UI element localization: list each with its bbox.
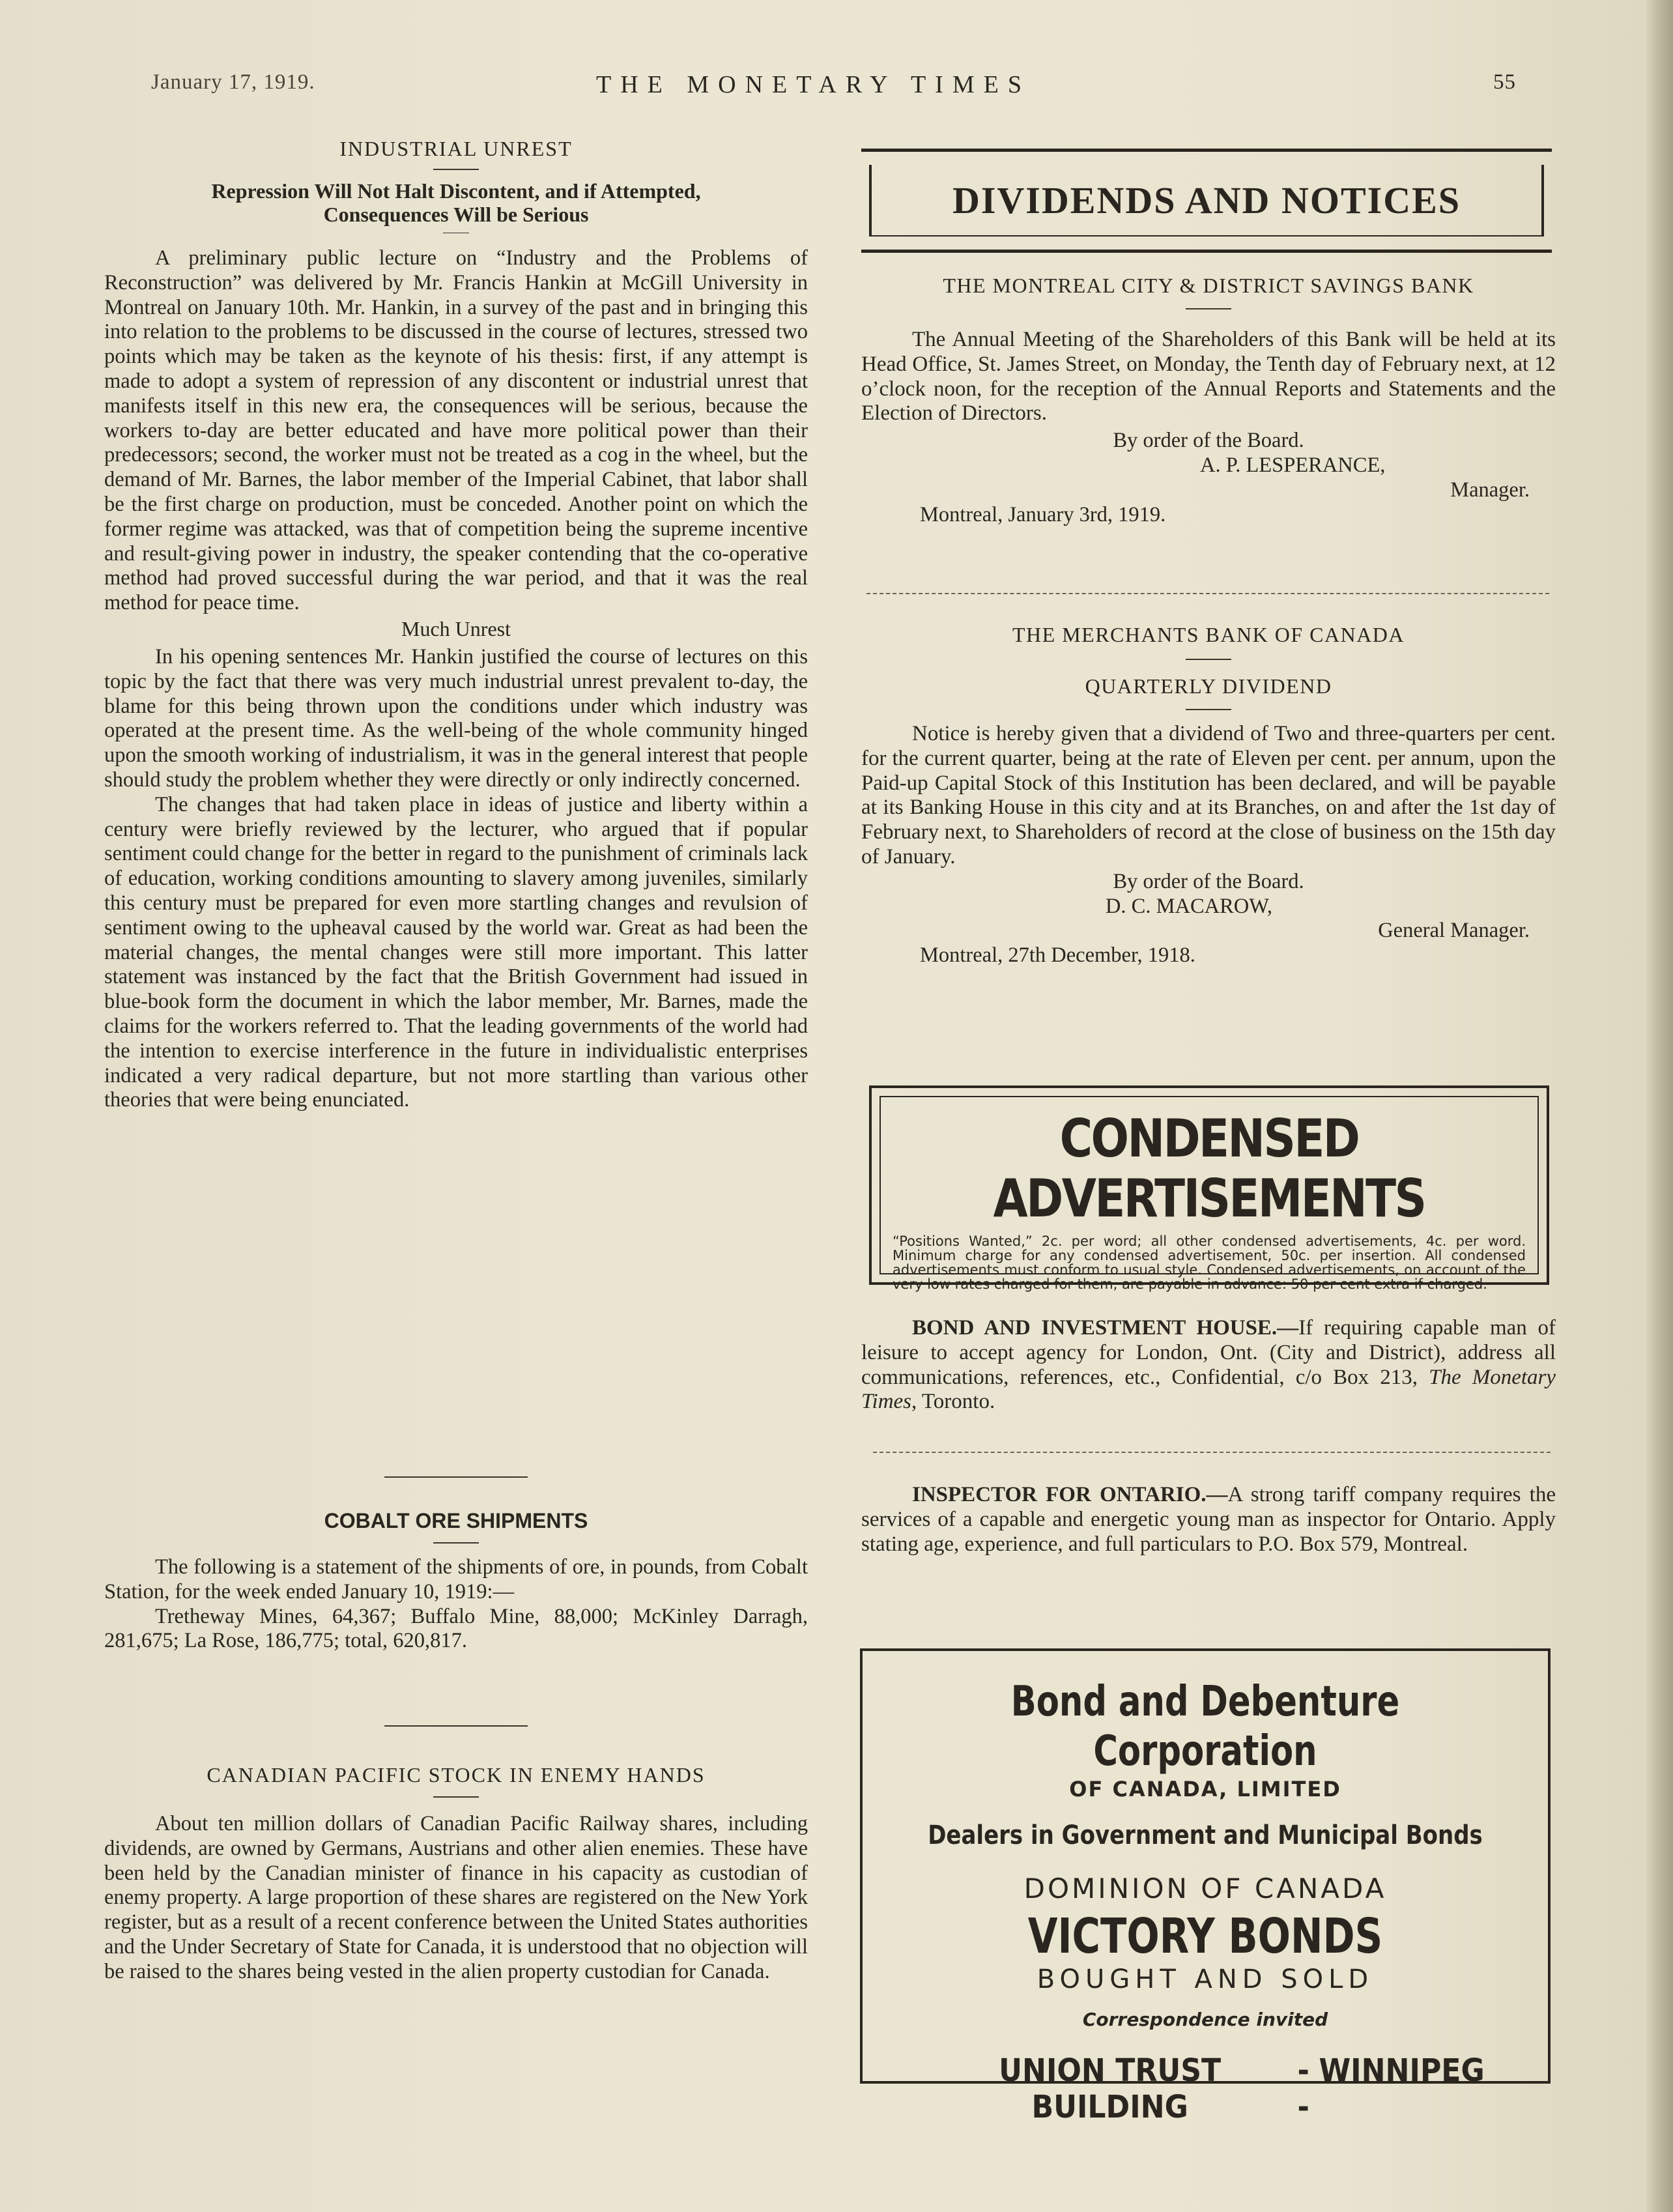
advert-dealers: Dealers in Government and Municipal Bonds [928, 1820, 1483, 1850]
article-cobalt [104, 1509, 808, 1654]
divider [433, 1542, 479, 1544]
place-date: Montreal, 27th December, 1918. [920, 943, 1195, 968]
paragraph: A preliminary public lecture on “Industry and the Problems of Reconstruction” was delivered by Mr. Francis Hankin at McGill University in Montreal on January 10th. Mr. Hankin, in a survey of the past and in bringing this into relation to the problems to be discussed in the course of lectures, stressed two points which may be taken as the keynote of his thesis: first, if any attempt is made to adopt a system of repression of any discontent or industrial unrest that manifests itself in this new era, the consequences will be serious, because the workers to-day are better educated and have more political power than their predecessors; second, the worker must not be treated as a cog in the wheel, but the demand of Mr. Barnes, the labor member of the Imperial Cabinet, that labor shall be the first charge on production, must be conceded. Another point on which the former regime was attacked, was that of competition being the supreme incentive and result-giving power in industry, the speaker contending that the co-operative method had proved successful during the war period, and that it was the real method for peace time. [104, 246, 808, 615]
notices-banner [861, 149, 1552, 253]
paragraph: The following is a statement of the shipments of ore, in pounds, from Cobalt Station, for the week ended January 10, 1919:— [104, 1555, 808, 1603]
classified-tail: , Toronto. [911, 1390, 995, 1414]
classified-inspector [861, 1483, 1556, 1557]
article-subheading: Repression Will Not Halt Discontent, and if Attempted, [211, 179, 701, 203]
condensed-advertisements-box [869, 1085, 1549, 1292]
notice-heading: THE MONTREAL CITY & DISTRICT SAVINGS BANK [943, 274, 1474, 297]
by-order: By order of the Board. [1113, 429, 1304, 453]
advert-company-sub: OF CANADA, LIMITED [1069, 1777, 1341, 1802]
condensed-title: CONDENSED ADVERTISEMENTS [993, 1108, 1425, 1229]
page-number: 55 [1493, 70, 1516, 94]
divider [1186, 308, 1231, 309]
divider [384, 1476, 528, 1478]
advert-building: UNION TRUST BUILDING [999, 2052, 1222, 2125]
advert-separator: - - [1297, 2052, 1309, 2125]
signatory-role: General Manager. [1378, 919, 1530, 943]
classified-bond-investment [861, 1316, 1556, 1415]
classified-text [861, 1316, 1556, 1415]
classified-text [861, 1483, 1556, 1557]
condensed-terms: “Positions Wanted,” 2c. per word; all other condensed advertisements, 4c. per word. Minimum charge for any condensed advertisement, 50c. per insertion. All condensed advertisements must conform to usual style. Condensed advertisements, on account of the very low rates charged for them, are payable in advance: 50 per cent extra if charged. [893, 1233, 1526, 1292]
classified-italic: The Monetary Times [861, 1365, 1556, 1414]
advert-victory-bonds: VICTORY BONDS [1027, 1908, 1383, 1964]
publication-title: THE MONETARY TIMES [596, 71, 1031, 98]
binding-edge [1647, 0, 1673, 2212]
place-date: Montreal, January 3rd, 1919. [920, 502, 1166, 526]
advert-address [890, 2052, 1521, 2125]
article-industrial-unrest [104, 137, 808, 1113]
divider [1186, 659, 1231, 660]
divider [433, 1796, 479, 1798]
section-heading: Much Unrest [401, 616, 511, 640]
advert-city: WINNIPEG [1319, 2052, 1485, 2089]
bond-debenture-advert [860, 1648, 1551, 2125]
notice-merchants-bank [861, 623, 1556, 968]
article-heading: INDUSTRIAL UNREST [339, 137, 573, 160]
divider [873, 1452, 1551, 1453]
article-heading: COBALT ORE SHIPMENTS [324, 1509, 588, 1532]
divider [433, 169, 479, 170]
classified-body: A strong tariff company requires the services of a capable and energetic young man as inspector for Ontario. Apply stating age, experience, and full particulars to P.O. Box 579, Montreal. [861, 1483, 1556, 1556]
article-canadian-pacific [104, 1763, 808, 1985]
classified-body: If requiring capable man of leisure to accept agency for London, Ont. (City and District), address all communications, references, etc., Confidential, c/o Box 213, [861, 1316, 1556, 1389]
classified-lead: INSPECTOR FOR ONTARIO.— [912, 1483, 1228, 1506]
advert-correspondence: Correspondence invited [1082, 2009, 1328, 2030]
signatory: D. C. MACAROW, [1105, 894, 1273, 918]
paragraph: About ten million dollars of Canadian Pacific Railway shares, including dividends, are owned by Germans, Austrians and other alien enemies. These have been held by the Canadian minister of finance in his capacity as custodian of enemy property. A large proportion of these shares are registered on the New York register, but as a result of a recent conference between the United States authorities and the Under Secretary of State for Canada, it is understood that no objection will be raised to the shares being vested in the alien property custodian for Canada. [104, 1812, 808, 1983]
advert-dominion: DOMINION OF CANADA [1023, 1873, 1387, 1904]
paragraph: Notice is hereby given that a dividend of Two and three-quarters per cent. for the current quarter, being at the rate of Eleven per cent. per annum, upon the Paid-up Capital Stock of this Institution has been declared, and will be payable at its Banking House in this city and at its Branches, on and after the 1st day of February next, to Shareholders of record at the close of business on the 15th day of January. [861, 722, 1556, 869]
advert-bought-sold: BOUGHT AND SOLD [1037, 1964, 1374, 1994]
notice-subheading: QUARTERLY DIVIDEND [1085, 674, 1332, 698]
notice-heading: THE MERCHANTS BANK OF CANADA [1012, 623, 1405, 646]
signatory-role: Manager. [1450, 478, 1530, 502]
notice-savings-bank [861, 274, 1556, 527]
by-order: By order of the Board. [1113, 869, 1304, 893]
notices-banner-title: DIVIDENDS AND NOTICES [952, 179, 1461, 222]
classified-lead: BOND AND INVESTMENT HOUSE.— [912, 1316, 1299, 1340]
divider [1186, 709, 1231, 710]
signatory: A. P. LESPERANCE, [1200, 453, 1386, 477]
paragraph: The Annual Meeting of the Shareholders of this Bank will be held at its Head Office, St. James Street, on Monday, the Tenth day of February next, at 12 o’clock noon, for the reception of the Annual Reports and Statements and the Election of Directors. [861, 328, 1556, 425]
paragraph: The changes that had taken place in ideas of justice and liberty within a century were briefly reviewed by the lecturer, who argued that if popular sentiment could change for the better in regard to the punishment of criminals lack of education, working conditions amounting to slavery among juveniles, similarly this century must be prepared for even more startling changes and revulsion of sentiment owing to the upheaval caused by the world war. Great as had been the material changes, the mental changes were still more important. This latter statement was instanced by the fact that the British Government had issued in blue-book form the document in which the labor member, Mr. Barnes, made the claims for the workers referred to. That the leading governments of the world had the intention to exercise interference in the future in individualistic enterprises indicated a very radical departure, but not more startling than various other theories that were being enunciated. [104, 792, 808, 1112]
advert-company: Bond and Debenture Corporation [1010, 1678, 1400, 1775]
article-subheading: Consequences Will be Serious [323, 203, 589, 226]
paragraph: In his opening sentences Mr. Hankin justified the course of lectures on this topic by the fact that there was very much industrial unrest prevalent to-day, the blame for this being thrown upon the conditions under which industry was operated at the present time. As the well-being of the whole community hinged upon the smooth working of industrialism, it was in the general interest that people should study the problem whether they were directly or only indirectly concerned. [104, 644, 808, 792]
divider [384, 1725, 528, 1727]
issue-date: January 17, 1919. [151, 70, 315, 94]
divider [866, 593, 1549, 594]
article-heading: CANADIAN PACIFIC STOCK IN ENEMY HANDS [207, 1763, 706, 1787]
paragraph: Tretheway Mines, 64,367; Buffalo Mine, 88,000; McKinley Darragh, 281,675; La Rose, 186,775; total, 620,817. [104, 1604, 808, 1653]
